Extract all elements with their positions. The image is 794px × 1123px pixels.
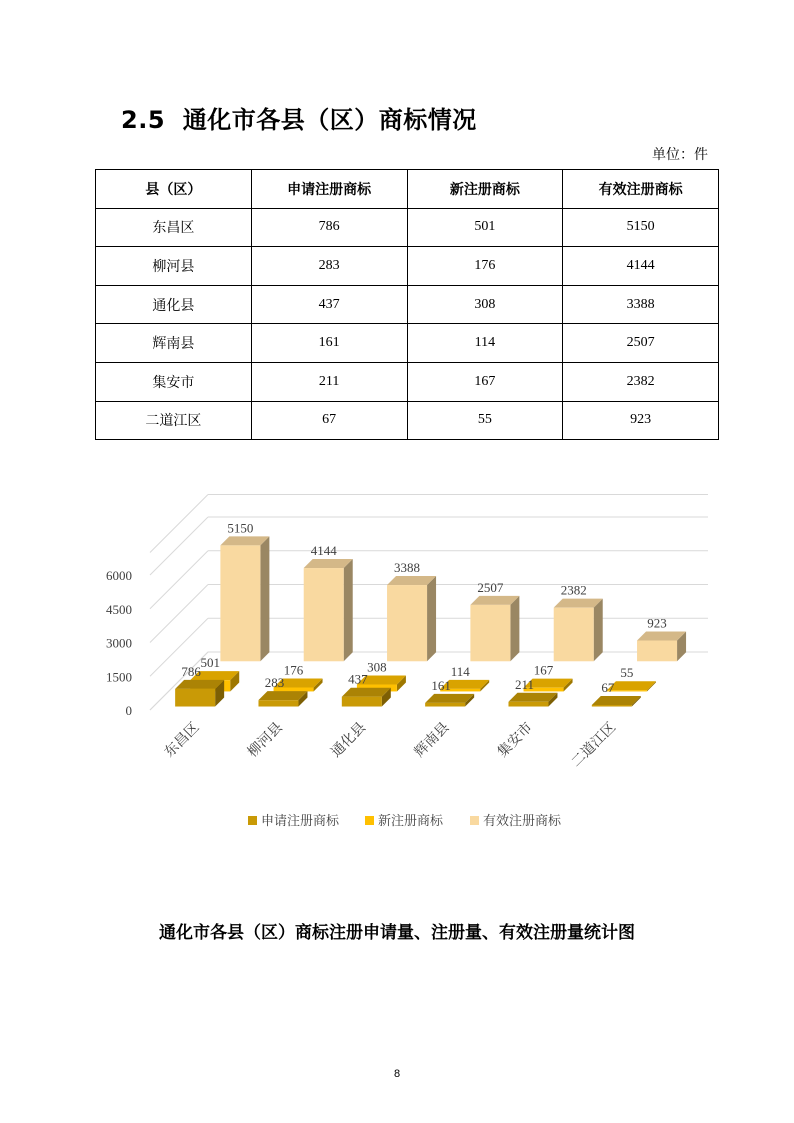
data-label: 2507	[477, 579, 504, 595]
cell-new: 176	[407, 247, 563, 286]
unit-label: 单位：件	[652, 147, 708, 163]
data-label: 67	[601, 680, 615, 696]
data-label: 2382	[560, 582, 587, 598]
bar-side	[594, 599, 603, 662]
table-header-row	[96, 170, 719, 209]
data-label: 283	[264, 675, 285, 691]
data-label: 786	[181, 663, 201, 679]
cell-valid: 923	[563, 401, 719, 440]
section-heading	[121, 100, 477, 135]
bar	[425, 703, 465, 707]
bar-side	[344, 559, 353, 661]
cell-applied: 283	[251, 247, 407, 286]
legend-label: 有效注册商标	[483, 814, 562, 829]
table-row	[96, 362, 719, 401]
cell-county: 东昌区	[96, 208, 252, 247]
bar	[470, 605, 510, 661]
cell-valid: 4144	[563, 247, 719, 286]
trademark-table	[95, 169, 719, 440]
side-gridline	[150, 517, 208, 575]
header-applied: 申请注册商标	[251, 170, 407, 209]
trademark-bar-chart	[0, 480, 794, 850]
x-tick-label: 二道江区	[568, 719, 620, 771]
table-row	[96, 285, 719, 324]
bar-side	[510, 596, 519, 661]
data-label: 211	[514, 676, 534, 692]
bar	[592, 705, 632, 707]
data-label: 923	[647, 615, 667, 631]
cell-new: 308	[407, 285, 563, 324]
x-tick-label: 东昌区	[161, 719, 203, 761]
data-label: 5150	[227, 520, 254, 536]
cell-valid: 3388	[563, 285, 719, 324]
x-tick-label: 辉南县	[411, 719, 453, 761]
cell-new: 167	[407, 362, 563, 401]
data-label: 3388	[394, 560, 421, 576]
bar	[387, 585, 427, 661]
page-number: 8	[393, 1068, 401, 1080]
data-label: 55	[620, 665, 634, 681]
side-gridline	[150, 551, 208, 609]
legend-label: 申请注册商标	[261, 814, 340, 829]
header-county: 县（区）	[96, 170, 252, 209]
bar-side	[427, 576, 436, 661]
legend-swatch	[248, 816, 257, 825]
cell-county: 集安市	[96, 362, 252, 401]
y-tick-label: 1500	[106, 669, 132, 685]
cell-applied: 211	[251, 362, 407, 401]
x-tick-label: 通化县	[328, 719, 370, 761]
y-tick-label: 6000	[106, 568, 132, 583]
cell-new: 501	[407, 208, 563, 247]
y-tick-label: 3000	[106, 635, 132, 651]
cell-valid: 5150	[563, 208, 719, 247]
header-new: 新注册商标	[407, 170, 563, 209]
legend-label: 新注册商标	[378, 814, 444, 829]
cell-county: 柳河县	[96, 247, 252, 286]
cell-valid: 2507	[563, 324, 719, 363]
cell-valid: 2382	[563, 362, 719, 401]
data-label: 161	[431, 677, 451, 693]
data-label: 501	[200, 655, 220, 671]
chart-caption: 通化市各县（区）商标注册申请量、注册量、有效注册量统计图	[159, 923, 635, 943]
bar	[342, 697, 382, 707]
x-tick-label: 柳河县	[244, 719, 286, 761]
data-label: 308	[367, 659, 387, 675]
section-number: 2.5	[121, 106, 166, 134]
data-label: 176	[283, 662, 304, 678]
table-row	[96, 324, 719, 363]
legend-swatch	[365, 816, 374, 825]
table-row	[96, 401, 719, 440]
cell-applied: 786	[251, 208, 407, 247]
x-tick-label: 集安市	[494, 719, 536, 761]
bar	[175, 689, 215, 707]
y-tick-label: 4500	[106, 601, 132, 617]
cell-new: 55	[407, 401, 563, 440]
bar	[304, 568, 344, 661]
side-gridline	[150, 495, 208, 553]
table-row	[96, 247, 719, 286]
bar-side	[260, 536, 269, 661]
bar	[220, 545, 260, 661]
cell-new: 114	[407, 324, 563, 363]
cell-county: 辉南县	[96, 324, 252, 363]
legend-swatch	[470, 816, 479, 825]
cell-applied: 437	[251, 285, 407, 324]
bar	[554, 608, 594, 662]
cell-county: 通化县	[96, 285, 252, 324]
table-row	[96, 208, 719, 247]
bar	[258, 700, 298, 706]
data-label: 114	[450, 663, 470, 679]
data-label: 4144	[310, 543, 337, 559]
header-valid: 有效注册商标	[563, 170, 719, 209]
section-title: 通化市各县（区）商标情况	[182, 106, 477, 134]
y-tick-label: 0	[125, 703, 132, 718]
bar	[637, 641, 677, 662]
data-label: 167	[533, 662, 554, 678]
side-gridline	[150, 585, 208, 643]
cell-applied: 67	[251, 401, 407, 440]
cell-county: 二道江区	[96, 401, 252, 440]
data-label: 437	[348, 671, 368, 687]
bar	[508, 702, 548, 707]
cell-applied: 161	[251, 324, 407, 363]
